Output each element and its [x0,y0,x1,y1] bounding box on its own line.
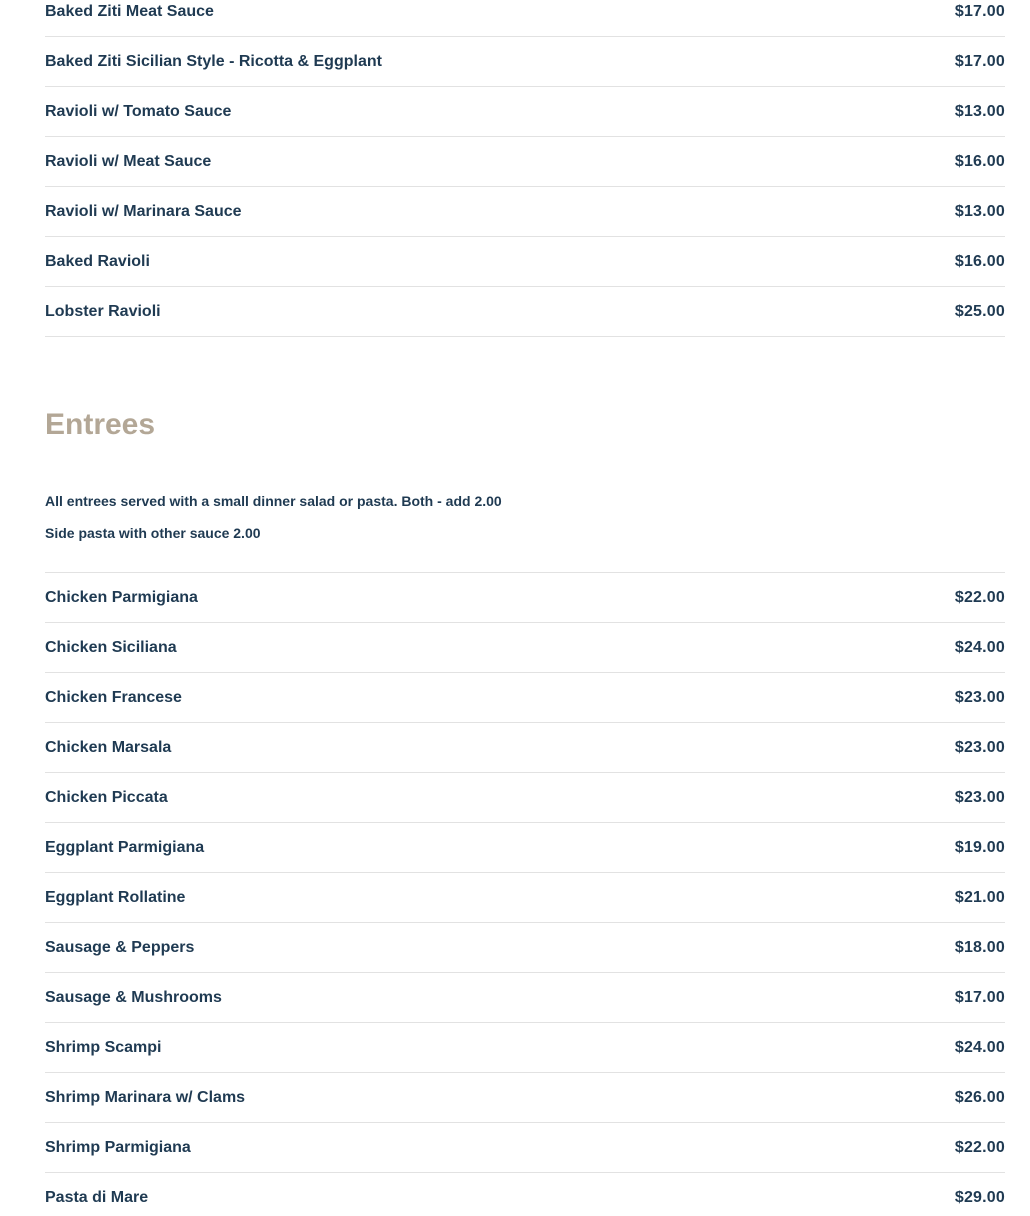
menu-item-price: $22.00 [954,588,1005,606]
menu-item-row [45,773,1005,823]
menu-item-row [45,723,1005,773]
menu-item-row [45,237,1005,287]
menu-item-name: Shrimp Marinara w/ Clams [45,1088,246,1106]
menu-item-row [45,973,1005,1023]
menu-item-name: Baked Ziti Sicilian Style - Ricotta & Eggplant [45,52,382,70]
menu-item-row [45,623,1005,673]
menu-item-price: $17.00 [954,988,1005,1006]
menu-item-name: Chicken Siciliana [45,638,177,656]
menu-item-row [45,673,1005,723]
menu-item-price: $25.00 [954,302,1005,320]
menu-item-price: $13.00 [954,102,1005,120]
menu-item-name: Shrimp Parmigiana [45,1138,191,1156]
menu-item-row [45,137,1005,187]
menu-item-row [45,37,1005,87]
menu-item-name: Ravioli w/ Tomato Sauce [45,102,232,120]
menu-item-price: $21.00 [954,888,1005,906]
menu-item-name: Pasta di Mare [45,1188,149,1206]
menu-item-price: $24.00 [954,1038,1005,1056]
menu-item-price: $23.00 [954,788,1005,806]
entrees-menu-list [45,572,1005,1216]
menu-item-name: Sausage & Peppers [45,938,195,956]
menu-item-row [45,0,1005,37]
menu-item-price: $19.00 [954,838,1005,856]
menu-item-price: $29.00 [954,1188,1005,1206]
menu-item-price: $16.00 [954,252,1005,270]
menu-item-price: $24.00 [954,638,1005,656]
menu-item-name: Ravioli w/ Marinara Sauce [45,202,242,220]
menu-item-name: Baked Ravioli [45,252,150,270]
menu-item-row [45,873,1005,923]
menu-item-row [45,187,1005,237]
menu-item-name: Chicken Marsala [45,738,172,756]
menu-item-name: Shrimp Scampi [45,1038,162,1056]
menu-item-row [45,1173,1005,1216]
menu-item-name: Chicken Piccata [45,788,168,806]
menu-item-price: $17.00 [954,2,1005,20]
menu-item-name: Baked Ziti Meat Sauce [45,2,214,20]
menu-item-row [45,573,1005,623]
menu-item-name: Eggplant Rollatine [45,888,186,906]
menu-item-price: $26.00 [954,1088,1005,1106]
menu-item-price: $13.00 [954,202,1005,220]
entrees-note: Side pasta with other sauce 2.00 [45,525,261,541]
menu-item-row [45,1023,1005,1073]
menu-item-price: $23.00 [954,738,1005,756]
menu-item-name: Eggplant Parmigiana [45,838,205,856]
menu-item-price: $16.00 [954,152,1005,170]
menu-item-price: $23.00 [954,688,1005,706]
menu-item-row [45,923,1005,973]
menu-item-price: $18.00 [954,938,1005,956]
menu-item-row [45,287,1005,337]
menu-item-row [45,87,1005,137]
menu-item-name: Chicken Parmigiana [45,588,198,606]
menu-item-price: $17.00 [954,52,1005,70]
menu-item-name: Chicken Francese [45,688,182,706]
menu-item-name: Ravioli w/ Meat Sauce [45,152,212,170]
menu-item-row [45,1073,1005,1123]
menu-item-name: Sausage & Mushrooms [45,988,222,1006]
menu-item-name: Lobster Ravioli [45,302,161,320]
entrees-section-title: Entrees [45,408,156,441]
menu-item-row [45,1123,1005,1173]
pasta-menu-list [45,0,1005,337]
menu-item-row [45,823,1005,873]
entrees-note: All entrees served with a small dinner salad or pasta. Both - add 2.00 [45,493,502,509]
menu-item-price: $22.00 [954,1138,1005,1156]
